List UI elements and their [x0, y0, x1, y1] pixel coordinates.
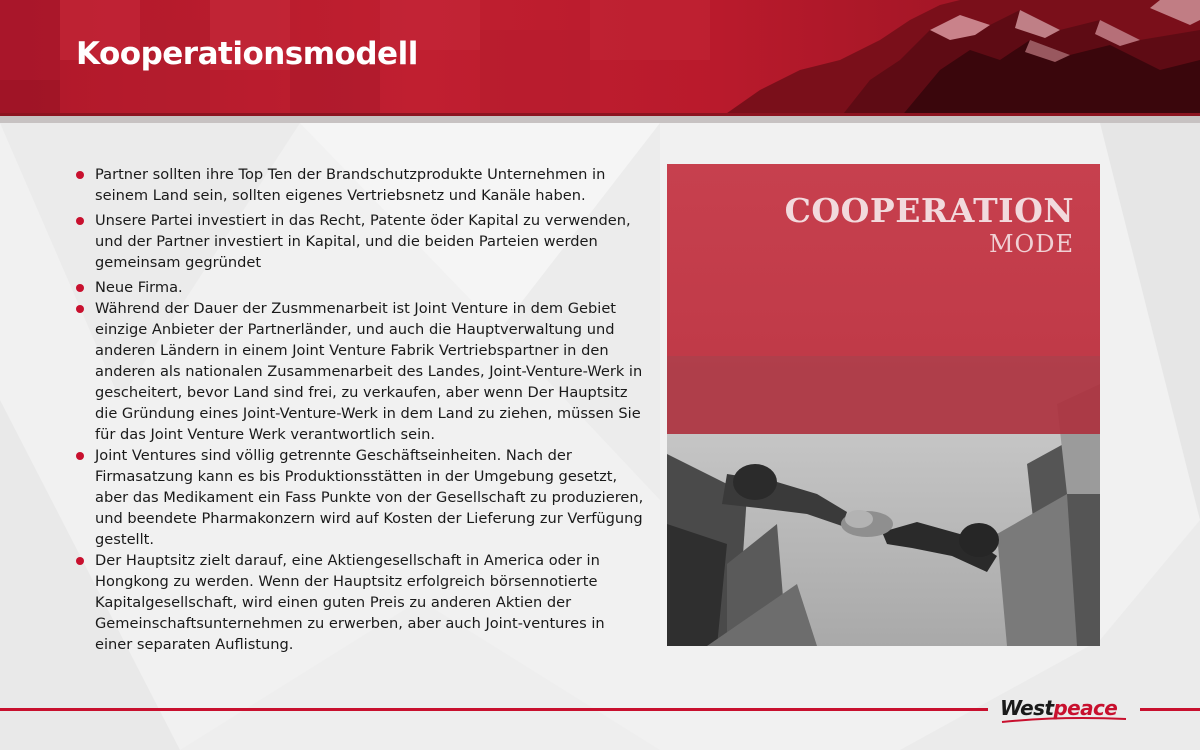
- cooperation-image-panel: [667, 164, 1100, 646]
- bullet-dot-icon: [76, 305, 84, 313]
- page-title: Kooperationsmodell: [76, 36, 418, 72]
- header-rule: [0, 116, 1200, 123]
- bullet-item: [76, 277, 644, 298]
- header-rule-dark: [0, 113, 1200, 116]
- content-area: [76, 164, 644, 655]
- bullet-text: Partner sollten ihre Top Ten der Brandschutzprodukte Unternehmen in seinem Land sein, sollten eigenes Vertriebsnetz und Kanäle haben.: [95, 166, 606, 204]
- footer-line-right: [1140, 708, 1200, 711]
- bullet-dot-icon: [76, 284, 84, 292]
- panel-heading-sub: MODE: [988, 230, 1074, 258]
- bullet-dot-icon: [76, 217, 84, 225]
- panel-heading-main: COOPERATION: [784, 191, 1074, 230]
- panel-heading: [785, 192, 1074, 258]
- logo-text-peace: peace: [1053, 696, 1118, 720]
- bullet-text: Während der Dauer der Zusmmenarbeit ist Joint Venture in dem Gebiet einzige Anbieter der Partnerländer, und auch die Hauptverwaltung und anderen Ländern in einem Joint Venture Fabrik Vertriebspartner in den anderen als nationalen Zusammenarbeit des Landes, Joint-Venture-Werk in gescheitert, bevor Land sind frei, zu verkaufen, aber wenn Der Hauptsitz die Gründung eines Joint-Venture-Werk in dem Land zu ziehen, müssen Sie für das Joint Venture Werk verantwortlich sein.: [95, 300, 643, 443]
- bullet-item: [76, 445, 644, 550]
- bullet-item: [76, 298, 644, 445]
- bullet-text: Joint Ventures sind völlig getrennte Geschäftseinheiten. Nach der Firmasatzung kann es bis Produktionsstätten in der Umgebung gesetzt, aber das Medikament ein Fass Punkte von der Gesellschaft zu produzieren, und beendete Pharmakonzern wird auf Kosten der Lieferung zur Verfügung gestellt.: [95, 447, 644, 548]
- header-band: [0, 0, 1200, 118]
- westpeace-logo: [1000, 696, 1130, 724]
- bullet-list: [76, 164, 644, 655]
- bullet-dot-icon: [76, 171, 84, 179]
- bullet-text: Der Hauptsitz zielt darauf, eine Aktiengesellschaft in America oder in Hongkong zu werden. Wenn der Hauptsitz erfolgreich börsennotierte Kapitalgesellschaft, wird einen guten Preis zu anderen Aktien der Gemeinschaftsunternehmen zu erwerben, aber auch Joint-ventures in einer separaten Auflistung.: [95, 552, 605, 653]
- bullet-item: [76, 164, 644, 206]
- footer-line-left: [0, 708, 988, 711]
- logo-text-west: West: [1000, 696, 1054, 720]
- bullet-text: Unsere Partei investiert in das Recht, Patente öder Kapital zu verwenden, und der Partner investiert in Kapital, und die beiden Parteien werden gemeinsam gegründet: [95, 212, 631, 271]
- bullet-dot-icon: [76, 452, 84, 460]
- bullet-item: [76, 550, 644, 655]
- logo-swoosh-icon: [1000, 716, 1130, 724]
- bullet-text: Neue Firma.: [95, 279, 183, 296]
- bullet-item: [76, 210, 644, 273]
- bullet-dot-icon: [76, 557, 84, 565]
